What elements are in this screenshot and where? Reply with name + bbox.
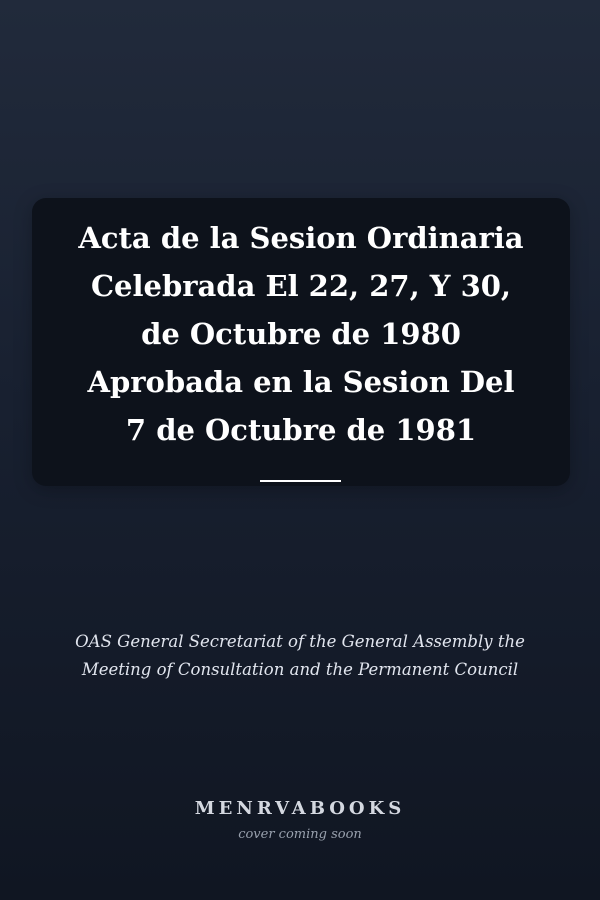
book-author bbox=[30, 628, 570, 684]
book-title-line: Aprobada en la Sesion Del bbox=[87, 365, 515, 399]
book-author-line: OAS General Secretariat of the General Assembly the bbox=[75, 632, 525, 651]
book-title-line: Celebrada El 22, 27, Y 30, bbox=[90, 269, 512, 303]
title-divider bbox=[260, 480, 341, 482]
book-title-line: Acta de la Sesion Ordinaria bbox=[78, 221, 524, 255]
book-title-line: 7 de Octubre de 1981 bbox=[125, 413, 477, 447]
publisher-name: MENRVABOOKS bbox=[194, 798, 406, 819]
book-title-line: de Octubre de 1980 bbox=[141, 317, 461, 351]
cover-note: cover coming soon bbox=[238, 827, 362, 842]
book-title bbox=[32, 214, 570, 454]
book-author-line: Meeting of Consultation and the Permanent Council bbox=[81, 660, 519, 679]
